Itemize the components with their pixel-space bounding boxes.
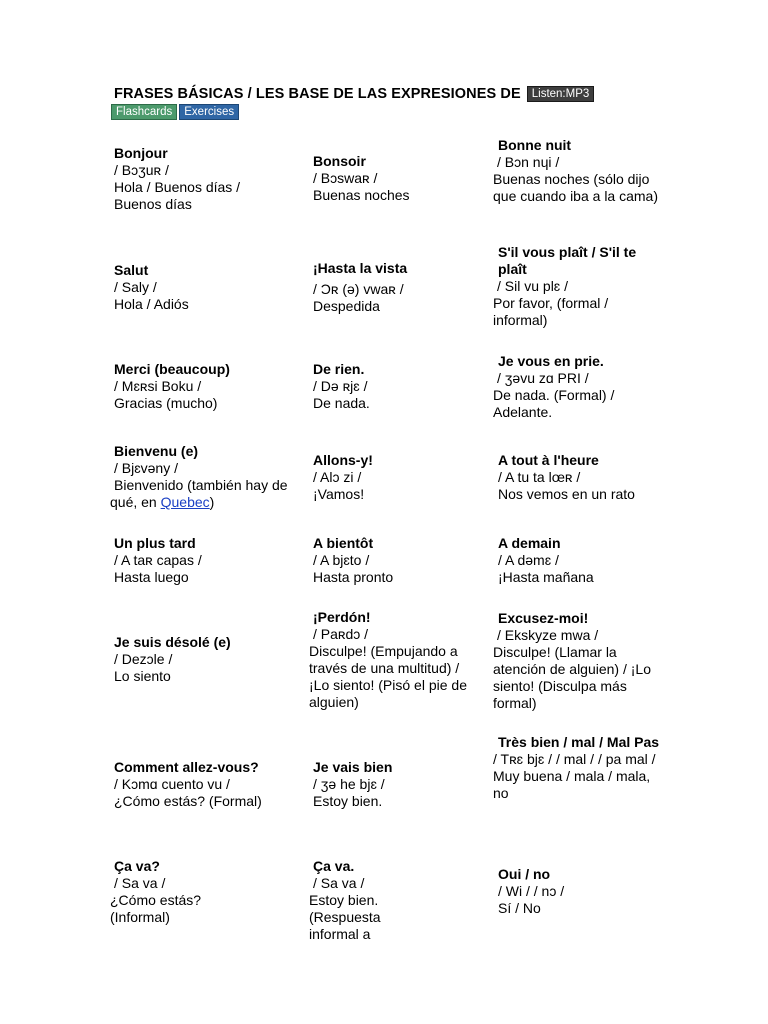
phrase-pronunciation: / ʒə he bjɛ / bbox=[313, 776, 385, 792]
phrase-term: Un plus tard bbox=[114, 535, 196, 551]
phrase-excusez-moi bbox=[493, 610, 663, 712]
phrase-translation bbox=[493, 644, 663, 712]
phrase-term: Allons-y! bbox=[313, 452, 373, 468]
phrase-term: Je suis désolé (e) bbox=[114, 634, 231, 650]
phrase-term bbox=[493, 734, 663, 751]
phrase-pronunciation: / A taʀ capas / bbox=[114, 552, 202, 568]
quebec-link[interactable]: Quebec bbox=[160, 494, 210, 510]
phrase-term: Bonsoir bbox=[313, 153, 366, 169]
phrase-term: A demain bbox=[498, 535, 561, 551]
phrase-comment-allez-vous bbox=[114, 759, 299, 810]
phrase-translation bbox=[110, 477, 300, 511]
phrase-term: De rien. bbox=[313, 361, 365, 377]
phrase-pronunciation: / ʒəvu zɑ PRI / bbox=[497, 370, 589, 386]
phrase-translation: Hola / Adiós bbox=[114, 296, 189, 312]
phrase-pronunciation: / A tu ta lœʀ / bbox=[498, 469, 581, 485]
phrase-term-text: Très bien / mal / Mal Pas bbox=[498, 734, 660, 750]
phrase-translation: Lo siento bbox=[114, 668, 171, 684]
phrase-translation bbox=[493, 768, 663, 802]
phrase-hasta-la-vista bbox=[313, 260, 478, 315]
phrase-pronunciation: / Bɔswaʀ / bbox=[313, 170, 378, 186]
phrase-ca-va-answer bbox=[309, 858, 479, 943]
phrase-translation-text: Por favor, (formal / informal) bbox=[493, 295, 609, 328]
phrase-translation bbox=[493, 171, 663, 205]
phrase-a-bientot bbox=[313, 535, 478, 586]
phrase-pronunciation: / Bɔn nɥi / bbox=[497, 154, 560, 170]
phrase-allons-y bbox=[313, 452, 478, 503]
phrase-pronunciation: / Sil vu plɛ / bbox=[497, 278, 568, 294]
phrase-translation: ¡Vamos! bbox=[313, 486, 365, 502]
phrase-translation-text: Hola / Buenos días / Buenos días bbox=[114, 179, 241, 212]
phrase-translation-text: Buenas noches (sólo dijo que cuando iba a la cama) bbox=[493, 171, 658, 204]
title-row bbox=[114, 86, 674, 102]
phrase-pronunciation: / Saly / bbox=[114, 279, 157, 295]
phrase-translation bbox=[110, 892, 295, 926]
phrase-translation: ¿Cómo estás? (Formal) bbox=[114, 793, 262, 809]
phrase-sil-vous-plait bbox=[493, 244, 663, 329]
phrase-pronunciation: / Mɛʀsi Boku / bbox=[114, 378, 202, 394]
phrase-translation-text: ¿Cómo estás? (Informal) bbox=[110, 892, 202, 925]
phrase-translation bbox=[493, 387, 663, 421]
phrase-term: Je vais bien bbox=[313, 759, 393, 775]
phrase-term: Merci (beaucoup) bbox=[114, 361, 230, 377]
phrase-term: Bonjour bbox=[114, 145, 168, 161]
phrase-pronunciation: / Ekskyze mwa / bbox=[497, 627, 599, 643]
phrase-de-rien bbox=[313, 361, 478, 412]
phrase-ca-va-question bbox=[110, 858, 295, 926]
phrase-pronunciation: / Bjɛvəny / bbox=[114, 460, 178, 476]
phrase-translation-text: Disculpe! (Llamar la atención de alguien) / ¡Lo siento! (Disculpa más formal) bbox=[493, 644, 651, 711]
phrase-pronunciation: / Paʀdɔ / bbox=[313, 626, 369, 642]
phrase-pronunciation: / Sa va / bbox=[313, 875, 365, 891]
phrase-pronunciation: / A dəmɛ / bbox=[498, 552, 559, 568]
phrase-je-vais-bien bbox=[313, 759, 478, 810]
phrase-je-vous-en-prie bbox=[493, 353, 663, 421]
phrase-translation: Buenas noches bbox=[313, 187, 410, 203]
phrase-je-suis-desole bbox=[114, 634, 299, 685]
phrase-translation-text: Muy buena / mala / mala, no bbox=[493, 768, 651, 801]
phrase-pronunciation bbox=[493, 751, 663, 768]
phrase-term: A tout à l'heure bbox=[498, 452, 599, 468]
phrase-salut bbox=[114, 262, 299, 313]
phrase-tres-bien bbox=[493, 734, 663, 802]
phrase-translation-text: Bienvenido (también hay de qué, en bbox=[110, 477, 288, 510]
phrase-translation: Estoy bien. bbox=[313, 793, 383, 809]
phrase-translation: Sí / No bbox=[498, 900, 541, 916]
phrase-term: A bientôt bbox=[313, 535, 374, 551]
phrase-term: Salut bbox=[114, 262, 149, 278]
phrase-pronunciation: / Sa va / bbox=[114, 875, 166, 891]
phrase-term: Bienvenu (e) bbox=[114, 443, 199, 459]
phrase-perdon bbox=[309, 609, 479, 711]
phrase-translation: Nos vemos en un rato bbox=[498, 486, 635, 502]
phrase-merci bbox=[114, 361, 299, 412]
exercises-button[interactable]: Exercises bbox=[179, 104, 239, 120]
phrase-oui-no bbox=[498, 866, 673, 917]
phrase-pronunciation: / A bjɛto / bbox=[313, 552, 370, 568]
phrase-translation: Hasta pronto bbox=[313, 569, 394, 585]
phrase-term: ¡Hasta la vista bbox=[313, 260, 408, 276]
phrase-term: Comment allez-vous? bbox=[114, 759, 259, 775]
phrase-a-tout-a-lheure bbox=[498, 452, 673, 503]
phrase-translation: De nada. bbox=[313, 395, 370, 411]
phrase-translation-text: De nada. (Formal) / Adelante. bbox=[493, 387, 615, 420]
phrase-translation: ¡Hasta mañana bbox=[498, 569, 594, 585]
phrase-pronunciation: / Də ʀjɛ / bbox=[313, 378, 368, 394]
phrase-term: Oui / no bbox=[498, 866, 551, 882]
phrase-pronunciation: / Ɔʀ (ə) vwaʀ / bbox=[313, 281, 404, 297]
phrase-translation: Despedida bbox=[313, 298, 380, 314]
phrase-term: Excusez-moi! bbox=[498, 610, 589, 626]
phrase-un-plus-tard bbox=[114, 535, 299, 586]
phrase-translation-text: Estoy bien. (Respuesta informal a bbox=[309, 892, 381, 942]
phrase-translation: Gracias (mucho) bbox=[114, 395, 218, 411]
phrase-bonsoir bbox=[313, 153, 478, 204]
flashcards-button[interactable]: Flashcards bbox=[111, 104, 177, 120]
phrase-term: Ça va? bbox=[114, 858, 160, 874]
listen-mp3-button[interactable]: Listen:MP3 bbox=[527, 86, 595, 102]
phrase-bonne-nuit bbox=[493, 137, 663, 205]
phrase-bonjour bbox=[110, 145, 295, 213]
study-links bbox=[111, 104, 674, 120]
phrase-translation-text: Disculpe! (Empujando a través de una multitud) / ¡Lo siento! (Pisó el pie de alguien) bbox=[309, 643, 467, 710]
phrase-term: ¡Perdón! bbox=[313, 609, 371, 625]
phrase-translation bbox=[493, 295, 663, 329]
phrase-pronunciation: / Bɔʒuʀ / bbox=[114, 162, 169, 178]
phrase-term: S'il vous plaît / S'il te plaît bbox=[498, 244, 637, 277]
phrase-term: Je vous en prie. bbox=[498, 353, 604, 369]
phrase-translation bbox=[309, 892, 479, 943]
phrase-translation bbox=[110, 179, 295, 213]
phrase-term: Bonne nuit bbox=[498, 137, 572, 153]
phrase-pronunciation: / Wi / / nɔ / bbox=[498, 883, 565, 899]
page-header bbox=[114, 86, 674, 120]
phrase-pronunciation-text: / Tʀɛ bjɛ / / mal / / pa mal / bbox=[493, 751, 656, 767]
phrase-translation-suffix: ) bbox=[209, 494, 215, 510]
phrase-term: Ça va. bbox=[313, 858, 355, 874]
page-title: FRASES BÁSICAS / LES BASE DE LAS EXPRESIONES DE bbox=[114, 86, 521, 102]
phrase-translation bbox=[309, 643, 479, 711]
phrase-bienvenu bbox=[110, 443, 300, 511]
phrase-pronunciation: / Kɔmɑ cuento vu / bbox=[114, 776, 230, 792]
phrase-pronunciation: / Dezɔle / bbox=[114, 651, 173, 667]
phrase-a-demain bbox=[498, 535, 673, 586]
phrase-translation: Hasta luego bbox=[114, 569, 189, 585]
phrase-pronunciation: / Alɔ zi / bbox=[313, 469, 362, 485]
